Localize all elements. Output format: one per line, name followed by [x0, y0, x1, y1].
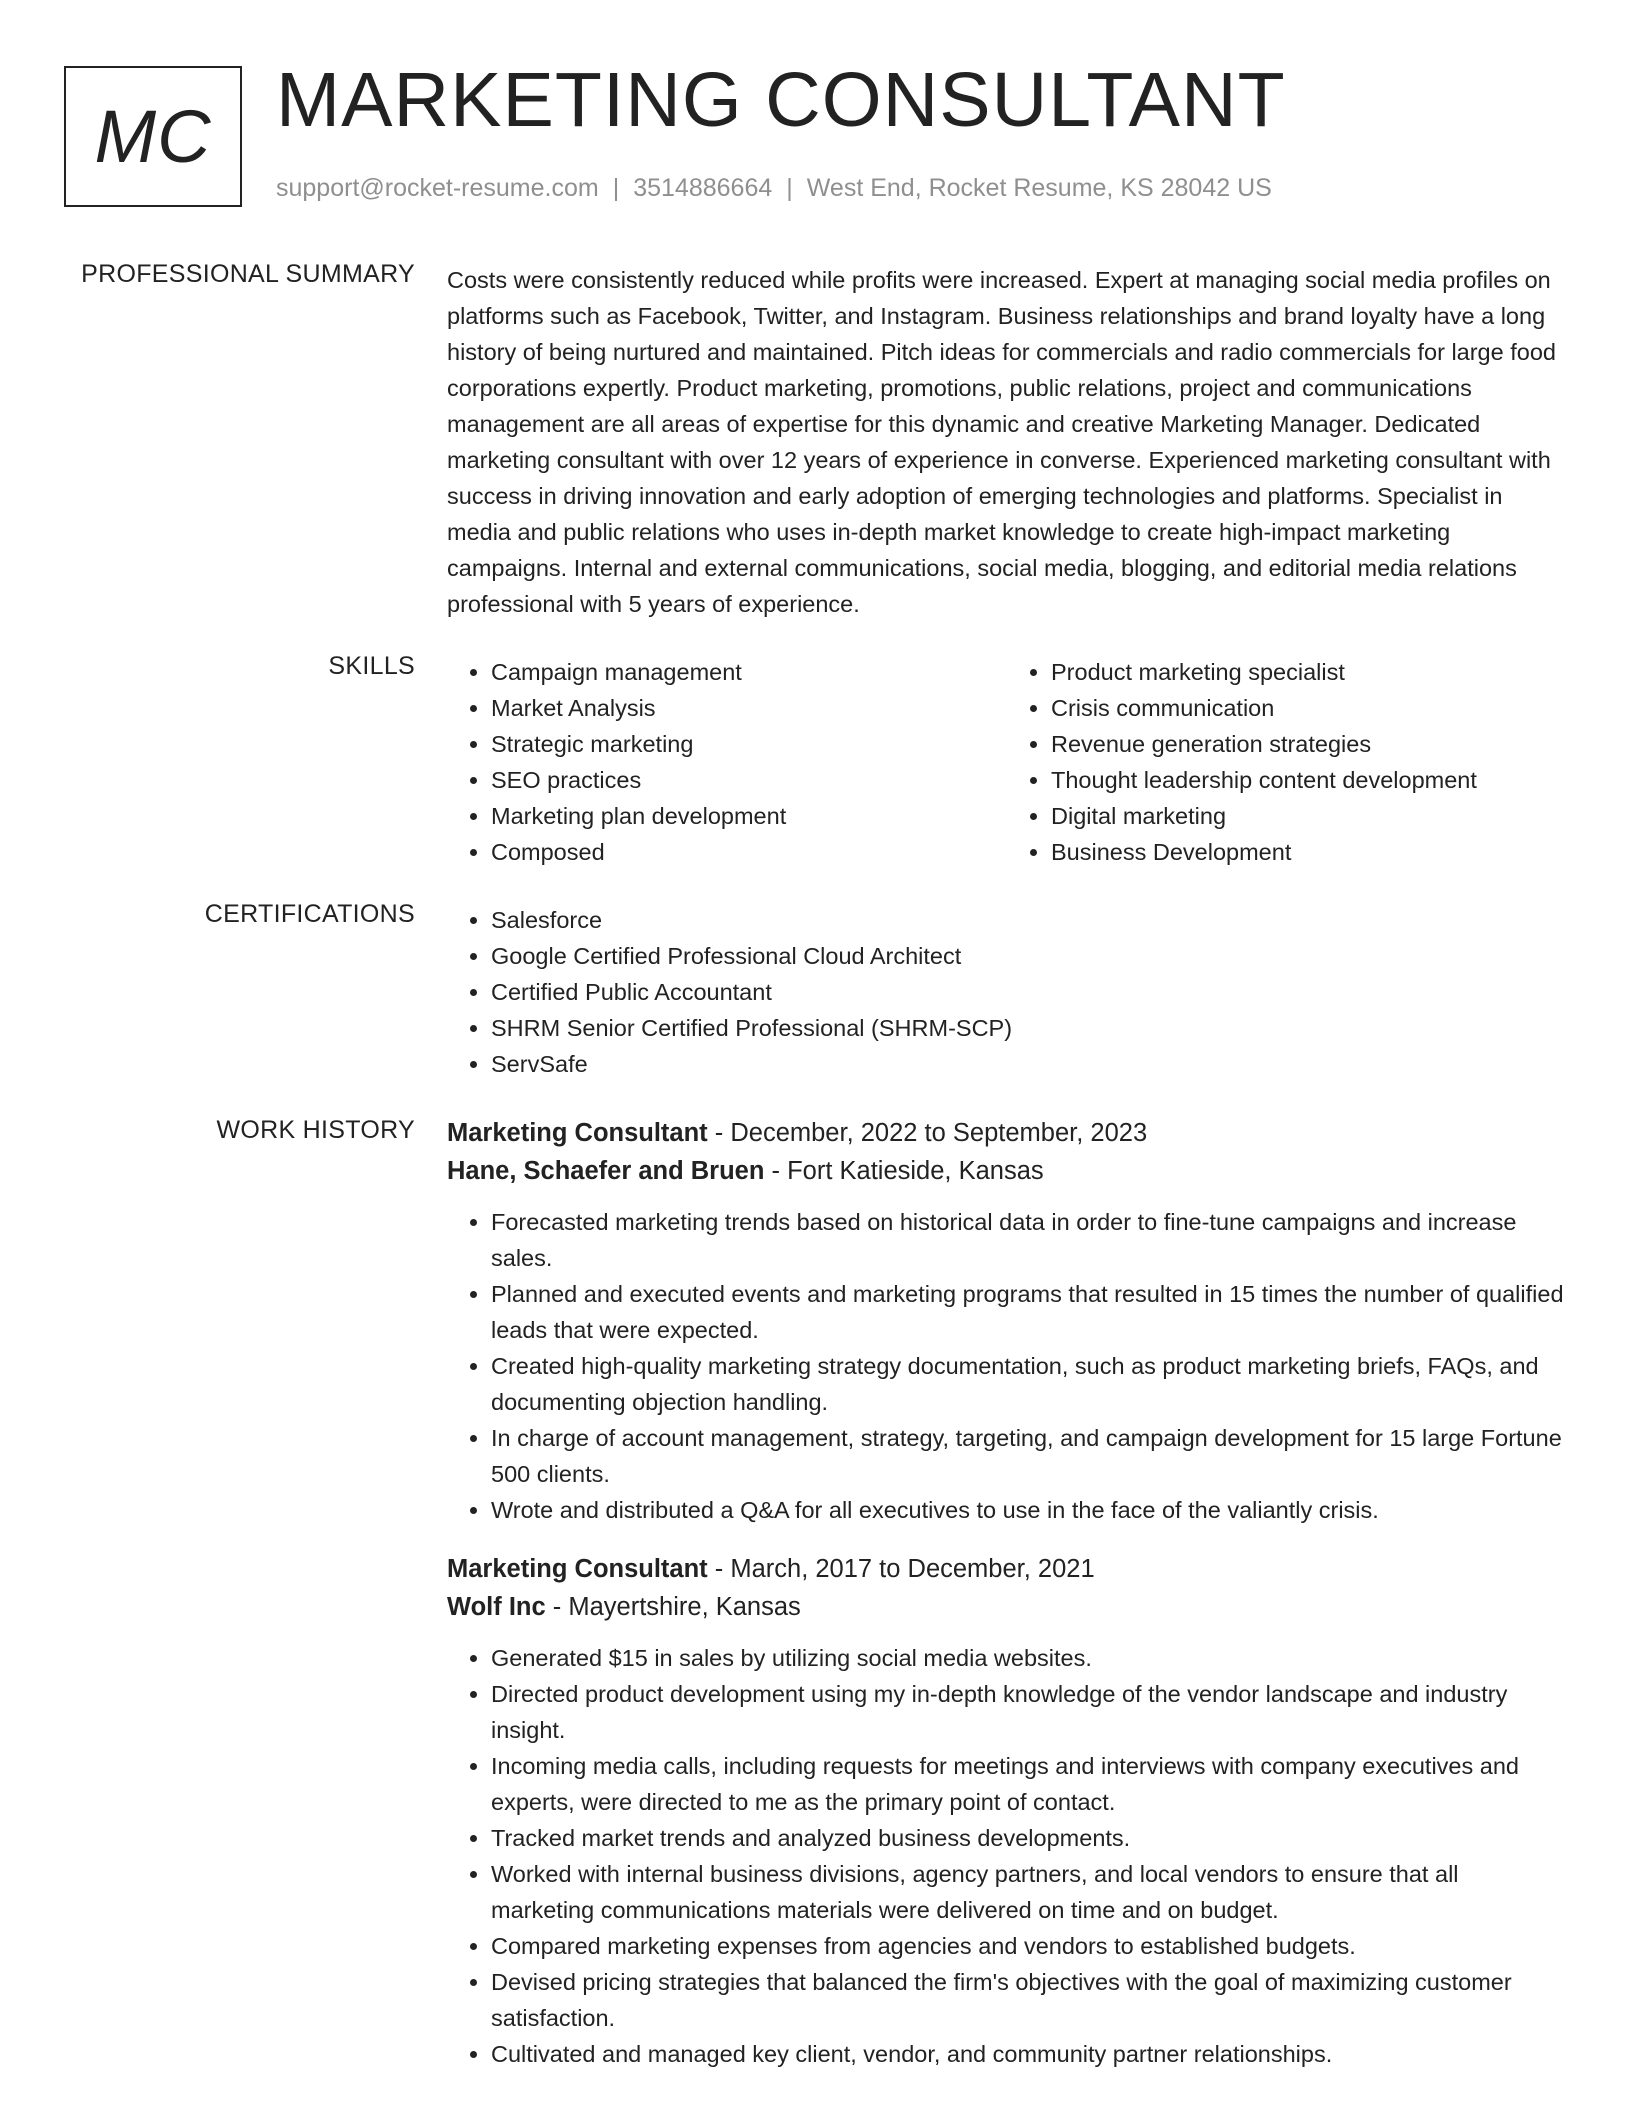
job-location: - Fort Katieside, Kansas: [764, 1157, 1044, 1185]
skill-item: • Business Development: [1051, 834, 1567, 870]
skill-item: • Strategic marketing: [491, 726, 1007, 762]
summary-body: [447, 262, 1567, 622]
summary-heading: PROFESSIONAL SUMMARY: [81, 260, 415, 288]
certifications-list: [447, 902, 1567, 1082]
job-duty-item: • Directed product development using my in-depth knowledge of the vendor landscape and industry insight.: [491, 1676, 1567, 1748]
contact-address: West End, Rocket Resume, KS 28042 US: [806, 174, 1272, 202]
job-duty-item: • Created high-quality marketing strategy documentation, such as product marketing briefs, FAQs, and documenting objection handling.: [491, 1348, 1567, 1420]
skill-item: • Campaign management: [491, 654, 1007, 690]
job-title-line: [447, 1550, 1567, 1588]
job-duty-item: • Compared marketing expenses from agencies and vendors to established budgets.: [491, 1928, 1567, 1964]
skill-item: • Composed: [491, 834, 1007, 870]
certification-item: • Salesforce: [491, 902, 1567, 938]
certification-item: • SHRM Senior Certified Professional (SHRM-SCP): [491, 1010, 1567, 1046]
skills-heading: SKILLS: [328, 652, 415, 680]
monogram-text: MC: [94, 95, 212, 178]
job-entry: [447, 1114, 1567, 1528]
job-location: - Mayertshire, Kansas: [545, 1593, 801, 1621]
skills-list-right: [1007, 654, 1567, 870]
job-duty-item: • Worked with internal business divisions, agency partners, and local vendors to ensure that all marketing communications materials were delivered on time and on budget.: [491, 1856, 1567, 1928]
skill-item: • Thought leadership content development: [1051, 762, 1567, 798]
job-duty-item: • Generated $15 in sales by utilizing social media websites.: [491, 1640, 1567, 1676]
skill-item: • Digital marketing: [1051, 798, 1567, 834]
work-history-body: [447, 1114, 1567, 2094]
contact-email: support@rocket-resume.com: [276, 174, 599, 202]
skills-list-left: [447, 654, 1007, 870]
job-duty-item: • Tracked market trends and analyzed business developments.: [491, 1820, 1567, 1856]
job-duty-item: • In charge of account management, strategy, targeting, and campaign development for 15 large Fortune 500 clients.: [491, 1420, 1567, 1492]
job-duties-list: [447, 1204, 1567, 1528]
resume-title: MARKETING CONSULTANT: [276, 57, 1286, 143]
skill-item: • Crisis communication: [1051, 690, 1567, 726]
certifications-heading: CERTIFICATIONS: [204, 900, 415, 928]
monogram-logo: [64, 66, 242, 207]
contact-separator: |: [612, 174, 620, 202]
job-company: Hane, Schaefer and Bruen: [447, 1157, 765, 1185]
contact-phone: 3514886664: [633, 174, 773, 202]
job-dates: - December, 2022 to September, 2023: [707, 1119, 1148, 1147]
job-title: Marketing Consultant: [447, 1119, 708, 1147]
summary-text: Costs were consistently reduced while profits were increased. Expert at managing social media profiles on platforms such as Facebook, Twitter, and Instagram. Business relationships and brand loyalty have a long history of being nurtured and maintained. Pitch ideas for commercials and radio commercials for large food corporations expertly. Product marketing, promotions, public relations, project and communications management are all areas of expertise for this dynamic and creative Marketing Manager. Dedicated marketing consultant with over 12 years of experience in converse. Experienced marketing consultant with success in driving innovation and early adoption of emerging technologies and platforms. Specialist in media and public relations who uses in-depth market knowledge to create high-impact marketing campaigns. Internal and external communications, social media, blogging, and editorial media relations professional with 5 years of experience.: [447, 267, 1556, 617]
job-duty-item: • Wrote and distributed a Q&A for all executives to use in the face of the valiantly crisis.: [491, 1492, 1567, 1528]
work-history-heading: WORK HISTORY: [216, 1116, 415, 1144]
job-title-line: [447, 1114, 1567, 1152]
certification-item: • ServSafe: [491, 1046, 1567, 1082]
job-duty-item: • Planned and executed events and marketing programs that resulted in 15 times the number of qualified leads that were expected.: [491, 1276, 1567, 1348]
job-duty-item: • Devised pricing strategies that balanced the firm's objectives with the goal of maximizing customer satisfaction.: [491, 1964, 1567, 2036]
skill-item: • Revenue generation strategies: [1051, 726, 1567, 762]
job-duty-item: • Incoming media calls, including requests for meetings and interviews with company executives and experts, were directed to me as the primary point of contact.: [491, 1748, 1567, 1820]
job-duty-item: • Forecasted marketing trends based on historical data in order to fine-tune campaigns and increase sales.: [491, 1204, 1567, 1276]
job-dates: - March, 2017 to December, 2021: [707, 1555, 1095, 1583]
contact-separator: |: [786, 174, 793, 202]
skill-item: • Market Analysis: [491, 690, 1007, 726]
job-company: Wolf Inc: [447, 1593, 546, 1621]
skill-item: • SEO practices: [491, 762, 1007, 798]
skill-item: • Marketing plan development: [491, 798, 1007, 834]
certification-item: • Certified Public Accountant: [491, 974, 1567, 1010]
job-company-line: [447, 1152, 1567, 1190]
job-company-line: [447, 1588, 1567, 1626]
contact-info: [276, 174, 1272, 203]
certifications-body: [447, 902, 1567, 1082]
skills-body: [447, 654, 1567, 870]
job-duties-list: [447, 1640, 1567, 2072]
job-title: Marketing Consultant: [447, 1555, 708, 1583]
certification-item: • Google Certified Professional Cloud Architect: [491, 938, 1567, 974]
skill-item: • Product marketing specialist: [1051, 654, 1567, 690]
job-entry: [447, 1550, 1567, 2072]
job-duty-item: • Cultivated and managed key client, vendor, and community partner relationships.: [491, 2036, 1567, 2072]
